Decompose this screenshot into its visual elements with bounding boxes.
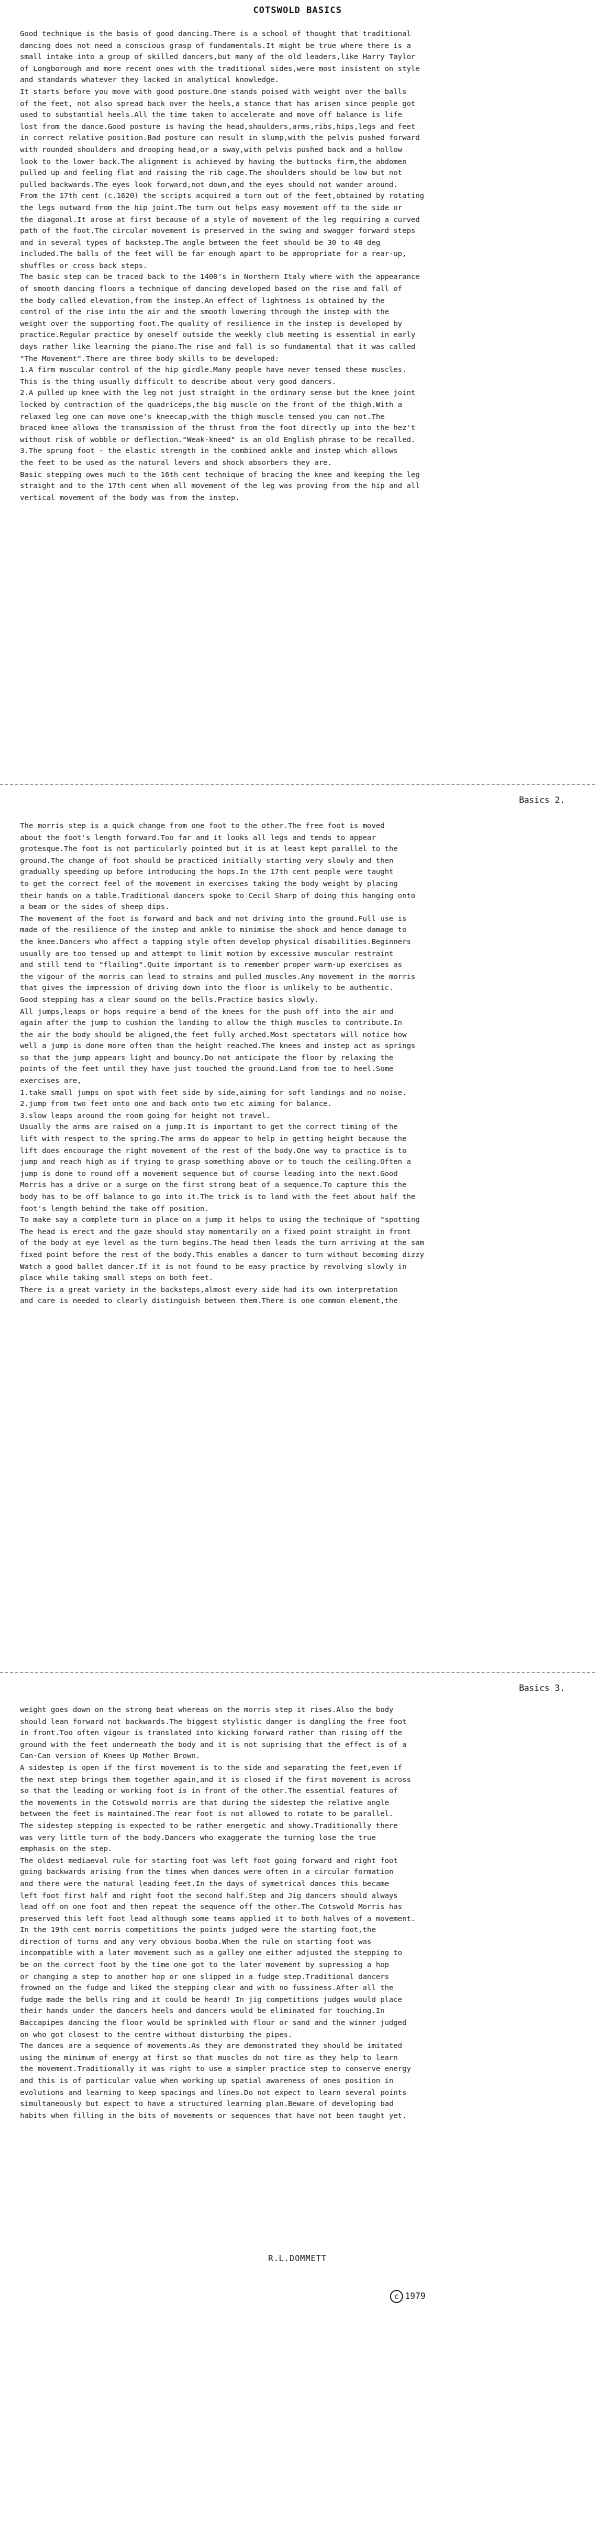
text-line: should lean forward not backwards.The biggest stylistic danger is dangling the free foot <box>20 1716 407 1726</box>
text-line: braced knee allows the transmission of the thrust from the foot directly up into the hez't <box>20 423 416 433</box>
page-number: Basics 3. <box>518 1684 565 1694</box>
text-line: included.The balls of the feet will be far enough apart to be appropriate for a rear-up, <box>20 249 407 259</box>
text-line: usually are too tensed up and attempt to limit motion by excessive muscular restraint <box>20 948 394 958</box>
text-line: place while taking small steps on both feet. <box>20 1273 214 1283</box>
text-line: 3.The sprung foot - the elastic strength in the combined ankle and instep which allows <box>20 446 398 456</box>
copyright-icon: c <box>390 2290 403 2303</box>
text-line: again after the jump to cushion the landing to allow the thigh muscles to contribute.In <box>20 1018 403 1028</box>
page-number: Basics 2. <box>518 796 565 806</box>
page-one <box>0 0 595 780</box>
text-line: the movement.Traditionally it was right to use a simpler practice step to conserve energy <box>20 2064 411 2074</box>
text-line: The head is erect and the gaze should stay momentarily on a fixed point straight in front <box>20 1226 411 1236</box>
text-line: 1.take small jumps on spot with feet side by side,aiming for soft landings and no noise. <box>20 1087 407 1097</box>
text-line: Can-Can version of Knees Up Mother Brown. <box>20 1751 201 1761</box>
text-line: of smooth dancing floors a technique of dancing developed based on the rise and fall of <box>20 284 403 294</box>
text-line: their hands on a table.Traditional dancers spoke to Cecil Sharp of doing this hanging onto <box>20 890 416 900</box>
text-line: and care is needed to clearly distinguish between them.There is one common element,the <box>20 1296 398 1306</box>
text-line: of the feet, not also spread back over the heels,a stance that has arisen since people got <box>20 98 416 108</box>
text-line: The basic step can be traced back to the 1400's in Northern Italy where with the appearance <box>20 272 420 282</box>
text-line: habits when filling in the bits of movements or sequences that have not been taught yet. <box>20 2110 407 2120</box>
page-one-body <box>20 28 580 503</box>
text-line: the movements in the Cotswold morris are that during the sidestep the relative angle <box>20 1797 390 1807</box>
text-line: Morris has a drive or a surge on the first strong beat of a sequence.To capture this the <box>20 1180 407 1190</box>
text-line: of the body at eye level as the turn begins.The head then leads the turn arriving at the sam <box>20 1238 425 1248</box>
text-line: grotesque.The foot is not particularly pointed but it is at least kept parallel to the <box>20 844 398 854</box>
text-line: left foot first half and right foot the second half.Step and Jig dancers should always <box>20 1890 398 1900</box>
text-line: days rather like learning the piano.The rise and fall is so fundamental that it was called <box>20 342 416 352</box>
text-line: The movement of the foot is forward and back and not driving into the ground.Full use is <box>20 913 407 923</box>
text-line: relaxed leg one can move one's kneecap,with the thigh muscle tensed you can not.The <box>20 411 385 421</box>
text-line: the body called elevation,from the instep.An effect of lightness is obtained by the <box>20 295 385 305</box>
text-line: their hands under the dancers heels and dancers would be eliminated for touching.In <box>20 2006 385 2016</box>
text-line: shuffles or cross back steps. <box>20 260 148 270</box>
text-line: emphasis on the step. <box>20 1844 113 1854</box>
text-line: ground.The change of foot should be practiced initially starting very slowly and then <box>20 855 394 865</box>
text-line: ground with the feet underneath the body and it is not suprising that the effect is of a <box>20 1739 407 1749</box>
page-two-body <box>20 820 580 1307</box>
text-line: frowned on the fudge and liked the stepping clear and with no fussiness.After all the <box>20 1983 394 1993</box>
text-line: and standards whatever they lacked in analytical knowledge. <box>20 75 280 85</box>
text-line: and still tend to "flailing".Quite important is to remember proper warm-up exercises as <box>20 960 403 970</box>
text-line: dancing does not need a conscious grasp of fundamentals.It might be true where there is a <box>20 40 411 50</box>
text-line: in front.Too often vigour is translated into kicking forward rather than rising off the <box>20 1728 403 1738</box>
text-line: lead off on one foot and then repeat the sequence off the other.The Cotswold Morris has <box>20 1902 403 1912</box>
text-line: incompatible with a later movement such as a galley one either adjusted the stepping to <box>20 1948 403 1958</box>
text-line: Watch a good ballet dancer.If it is not found to be easy practice by revolving slowly in <box>20 1261 407 1271</box>
text-line: lift with respect to the spring.The arms do appear to help in getting height because the <box>20 1134 407 1144</box>
text-line: body has to be off balance to go into it.The trick is to land with the feet about half the <box>20 1192 416 1201</box>
text-line: lift does encourage the right movement of the rest of the body.One way to practice is to <box>20 1145 407 1155</box>
text-line: or changing a step to another hop or one slipped in a fudge step.Traditional dancers <box>20 1971 390 1981</box>
text-line: locked by contraction of the quadriceps,the big muscle on the front of the thigh.With a <box>20 400 403 409</box>
text-line: used to substantial heels.All the time taken to accelerate and move off balance is life <box>20 110 403 120</box>
text-line: the feet to be used as the natural levers and shock absorbers they are. <box>20 457 332 467</box>
document-title: COTSWOLD BASICS <box>253 6 342 16</box>
copyright-year: 1979 <box>405 2292 426 2302</box>
text-line: lost from the dance.Good posture is having the head,shoulders,arms,ribs,hips,legs and feet <box>20 121 416 131</box>
text-line: vertical movement of the body was from the instep. <box>20 492 240 502</box>
text-line: weight goes down on the strong beat whereas on the morris step it rises.Also the body <box>20 1705 394 1714</box>
text-line: Basic stepping owes much to the 16th cent technique of bracing the knee and keeping the leg <box>20 469 420 479</box>
text-line: Good technique is the basis of good dancing.There is a school of thought that traditional <box>20 29 411 38</box>
text-line: the vigour of the morris can lead to strains and pulled muscles.Any movement in the morris <box>20 971 416 981</box>
text-line: foot's length behind the take off position. <box>20 1203 209 1213</box>
text-line: pulled backwards.The eyes look forward,not down,and the eyes should not wander around. <box>20 179 398 189</box>
text-line: jump is done to round off a movement sequence but of course leading into the next.Good <box>20 1168 398 1178</box>
text-line: control of the rise into the air and the smooth lowering through the instep with the <box>20 307 390 317</box>
text-line: gradually speeding up before introducing the hops.In the 17th cent people were taught <box>20 867 394 877</box>
text-line: the next step brings them together again,and it is closed if the first movement is across <box>20 1774 411 1784</box>
text-line: weight over the supporting foot.The quality of resilience in the instep is developed by <box>20 318 403 328</box>
text-line: preserved this left foot lead although some teams applied it to both halves of a movement. <box>20 1913 416 1923</box>
text-line: path of the foot.The circular movement is preserved in the swing and swagger forward steps <box>20 226 416 236</box>
text-line: the diagonal.It arose at first because of a style of movement of the leg requiring a curved <box>20 214 420 224</box>
text-line: made of the resilience of the instep and ankle to minimise the shock and hence damage to <box>20 925 407 935</box>
text-line: straight and to the 17th cent when all movement of the leg was proving from the hip and all <box>20 481 420 491</box>
text-line: and there were the natural leading feet.In the days of symetrical dances this became <box>20 1878 390 1888</box>
text-line: The sidestep stepping is expected to be rather energetic and showy.Traditionally there <box>20 1820 398 1830</box>
text-line: It starts before you move with good posture.One stands poised with weight over the balls <box>20 86 407 96</box>
text-line: so that the jump appears light and bouncy.Do not anticipate the floor by relaxing the <box>20 1052 394 1062</box>
text-line: simultaneously but expect to have a structured learning plan.Beware of developing bad <box>20 2099 394 2109</box>
text-line: on who got closest to the centre without disturbing the pipes. <box>20 2029 293 2039</box>
page-separator <box>0 784 595 785</box>
text-line: the legs outward from the hip joint.The turn out helps easy movement off to the side or <box>20 202 403 212</box>
text-line: well a jump is done more often than the height reached.The knees and instep act as springs <box>20 1041 416 1051</box>
text-line: 1.A firm muscular control of the hip girdle.Many people have never tensed these muscles. <box>20 365 407 375</box>
text-line: From the 17th cent (c.1620) the scripts acquired a turn out of the feet,obtained by rotating <box>20 191 425 201</box>
page-three-body <box>20 1704 580 2121</box>
text-line: in correct relative position.Bad posture can result in slump,with the pelvis pushed forward <box>20 133 420 143</box>
text-line: the air the body should be aligned,the feet fully arched.Most spectators will notice how <box>20 1029 407 1039</box>
text-line: a beam or the sides of sheep dips. <box>20 902 170 912</box>
text-line: was very little turn of the body.Dancers who exaggerate the turning lose the true <box>20 1832 376 1842</box>
author-signature: R.L.DOMMETT <box>268 2254 327 2263</box>
text-line: be on the correct foot by the time one got to the later movement by supressing a hop <box>20 1960 390 1970</box>
copyright-notice <box>390 2290 425 2303</box>
text-line: points of the feet until they have just touched the ground.Land from toe to heel.Some <box>20 1064 394 1074</box>
text-line: going backwards arising from the times when dances were often in a circular formation <box>20 1867 394 1877</box>
text-line: to get the correct feel of the movement in exercises taking the body weight by placing <box>20 878 398 888</box>
text-line: A sidestep is open if the first movement is to the side and separating the feet,even if <box>20 1762 403 1772</box>
text-line: between the feet is maintained.The rear foot is not allowed to rotate to be parallel. <box>20 1809 394 1819</box>
text-line: Usually the arms are raised on a jump.It is important to get the correct timing of the <box>20 1122 398 1132</box>
text-line: 2.jump from two feet onto one and back onto two etc aiming for balance. <box>20 1099 332 1109</box>
text-line: so that the leading or working foot is in front of the other.The essential features of <box>20 1786 398 1796</box>
text-line: using the minimum of energy at first so that muscles do not tire as they help to learn <box>20 2052 398 2062</box>
text-line: with rounded shoulders and drooping head,or a sway,with pelvis pushed back and a hollow <box>20 144 403 154</box>
text-line: The oldest mediaeval rule for starting foot was left foot going forward and right foot <box>20 1855 398 1865</box>
text-line: This is the thing usually difficult to describe about very good dancers. <box>20 376 337 386</box>
text-line: evolutions and learning to keep spacings and lines.Do not expect to learn several points <box>20 2087 407 2097</box>
text-line: about the foot's length forward.Too far and it looks all legs and tends to appear <box>20 832 376 842</box>
text-line: and this is of particular value when working up spatial awareness of ones position in <box>20 2076 394 2085</box>
text-line: and in several types of backstep.The angle between the feet should be 30 to 40 deg <box>20 237 381 247</box>
text-line: 2.A pulled up knee with the leg not just straight in the ordinary sense but the knee joint <box>20 388 416 398</box>
text-line: In the 19th cent morris competitions the points judged were the starting foot,the <box>20 1925 376 1935</box>
text-line: jump and reach high as if trying to grasp something above or to touch the ceiling.Often a <box>20 1157 411 1167</box>
text-line: practice.Regular practice by oneself outside the weekly club meeting is essential in early <box>20 330 416 340</box>
text-line: small intake into a group of skilled dancers,but many of the old leaders,like Harry Taylor <box>20 52 416 62</box>
text-line: exercises are, <box>20 1076 82 1086</box>
text-line: 3.slow leaps around the room going for height not travel. <box>20 1110 271 1120</box>
text-line: that gives the impression of driving down into the floor is unlikely to be authentic. <box>20 983 394 993</box>
text-line: without risk of wobble or deflection."Weak-kneed" is an old English phrase to be recalled. <box>20 434 416 444</box>
text-line: Good stepping has a clear sound on the bells.Practice basics slowly. <box>20 994 319 1004</box>
text-line: The morris step is a quick change from one foot to the other.The free foot is moved <box>20 821 385 830</box>
text-line: the knee.Dancers who affect a tapping style often develop physical disabilities.Beginners <box>20 936 411 946</box>
text-line: Baccapipes dancing the floor would be sprinkled with flour or sand and the winner judged <box>20 2018 407 2028</box>
text-line: direction of turns and any very obvious booba.When the rule on starting foot was <box>20 1936 372 1946</box>
page-separator <box>0 1672 595 1673</box>
text-line: look to the lower back.The alignment is achieved by having the buttocks firm,the abdomen <box>20 156 407 166</box>
text-line: pulled up and feeling flat and raising the rib cage.The shoulders should be low but not <box>20 168 403 178</box>
text-line: To make say a complete turn in place on a jump it helps to using the technique of "spotting <box>20 1215 420 1225</box>
text-line: There is a great variety in the backsteps,almost every side had its own interpretation <box>20 1284 398 1294</box>
text-line: The dances are a sequence of movements.As they are demonstrated they should be imitated <box>20 2041 403 2051</box>
text-line: "The Movement".There are three body skills to be developed: <box>20 353 280 363</box>
text-line: of Longborough and more recent ones with the traditional sides,were most insistent on style <box>20 63 420 73</box>
text-line: All jumps,leaps or hops require a bend of the knees for the push off into the air and <box>20 1006 394 1016</box>
text-line: fudge made the bells ring and it could be heard! In jig competitions judges would place <box>20 1994 403 2004</box>
page-three <box>0 1678 595 2533</box>
text-line: fixed point before the rest of the body.This enables a dancer to turn without becoming dizzy <box>20 1249 425 1259</box>
page-two <box>0 790 595 1670</box>
